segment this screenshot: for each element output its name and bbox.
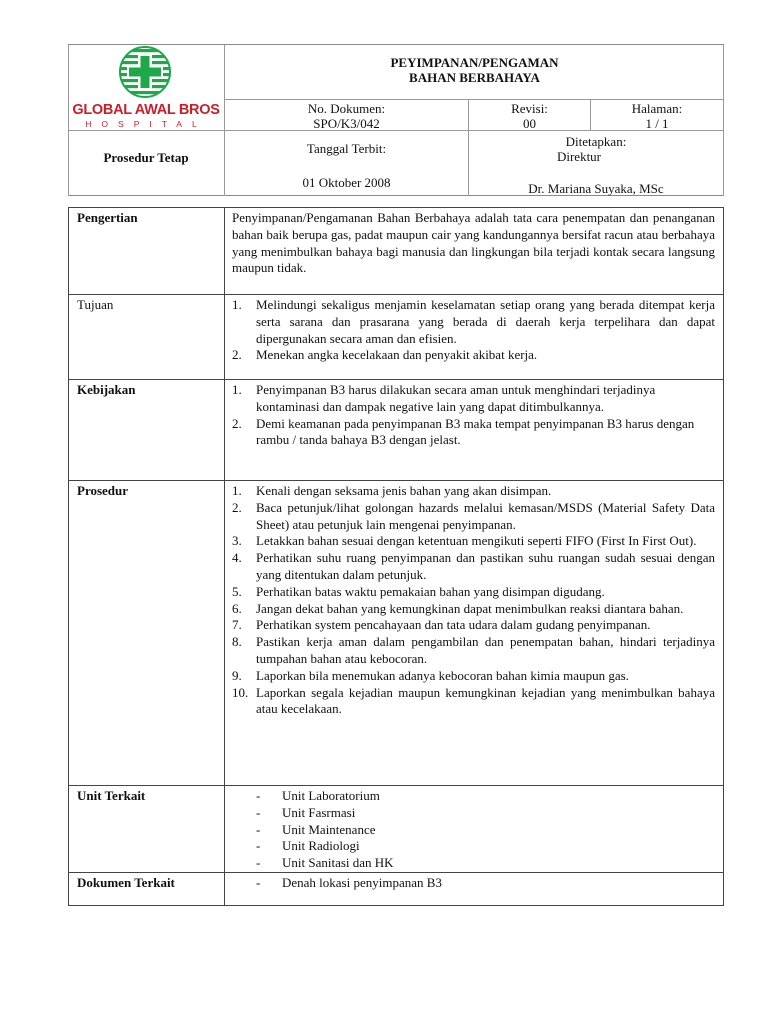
- dokumen-terkait-content: [225, 873, 723, 905]
- list-item: [232, 550, 715, 584]
- halaman-cell: [591, 101, 723, 131]
- list-item: [232, 297, 715, 347]
- item-text: Letakkan bahan sesuai dengan ketentuan mengikuti seperti FIFO (First In First Out).: [256, 533, 697, 549]
- item-number: 4.: [232, 550, 242, 566]
- list-item: [232, 822, 715, 839]
- item-number: 6.: [232, 600, 242, 616]
- list-item: [232, 533, 715, 550]
- list-item: [232, 855, 715, 872]
- ditetapkan-label: Ditetapkan:: [565, 134, 627, 149]
- dash-bullet: -: [256, 874, 261, 890]
- revisi-label: Revisi:: [511, 101, 548, 116]
- item-text: Baca petunjuk/lihat golongan hazards melalui kemasan/MSDS (Material Safety Data Sheet) atau petunjuk lain mengenai penyimpanan.: [256, 499, 715, 532]
- item-text: Demi keamanan pada penyimpanan B3 maka tempat penyimpanan B3 harus dengan rambu / tanda bahaya B3 dengan jelast.: [256, 415, 695, 448]
- item-number: 10.: [232, 684, 249, 700]
- list-item: [232, 875, 715, 892]
- title-line-2: BAHAN BERBAHAYA: [409, 70, 540, 85]
- kebijakan-label: Kebijakan: [69, 380, 225, 480]
- item-text: Denah lokasi penyimpanan B3: [282, 874, 442, 890]
- procedure-content-table: [68, 207, 724, 906]
- tujuan-content: [225, 295, 723, 379]
- item-text: Unit Fasrmasi: [282, 804, 356, 820]
- revisi-cell: [469, 101, 590, 131]
- green-globe-cross-icon: [116, 45, 174, 99]
- list-item: [232, 601, 715, 618]
- item-number: 7.: [232, 617, 242, 633]
- no-dokumen-label: No. Dokumen:: [307, 101, 386, 116]
- ditetapkan-role: Direktur: [556, 149, 602, 164]
- item-number: 2.: [232, 347, 242, 363]
- item-text: Unit Radiologi: [282, 838, 360, 854]
- item-number: 3.: [232, 533, 242, 549]
- prosedur-content: [225, 481, 723, 785]
- document-header: [68, 44, 724, 196]
- list-item: [232, 617, 715, 634]
- row-dokumen-terkait: [69, 872, 723, 905]
- tanggal-terbit-label: Tanggal Terbit:: [306, 141, 387, 156]
- dokumen-terkait-label: Dokumen Terkait: [69, 873, 225, 905]
- item-text: Unit Sanitasi dan HK: [282, 855, 394, 871]
- document-title: [225, 55, 724, 85]
- tanggal-terbit-value: 01 Oktober 2008: [302, 175, 391, 190]
- list-item: [232, 805, 715, 822]
- item-text: Laporkan bila menemukan adanya kebocoran bahan kimia maupun gas.: [256, 667, 629, 683]
- revisi-value: 00: [523, 116, 536, 131]
- procedure-type-label: Prosedur Tetap: [103, 150, 189, 165]
- tujuan-label: Tujuan: [69, 295, 225, 379]
- ditetapkan-name: Dr. Mariana Suyaka, MSc: [528, 181, 664, 196]
- list-item: [232, 500, 715, 534]
- no-dokumen-cell: [225, 101, 468, 131]
- list-item: [232, 416, 715, 450]
- list-item: [232, 685, 715, 719]
- title-line-1: PEYIMPANAN/PENGAMAN: [390, 55, 559, 70]
- list-item: [232, 838, 715, 855]
- unit-terkait-content: [225, 786, 723, 872]
- item-text: Menekan angka kecelakaan dan penyakit akibat kerja.: [256, 347, 538, 363]
- list-item: [232, 347, 715, 364]
- item-text: Jangan dekat bahan yang kemungkinan dapat menimbulkan reaksi diantara bahan.: [256, 600, 684, 616]
- item-number: 5.: [232, 583, 242, 599]
- item-number: 2.: [232, 415, 242, 431]
- row-pengertian: [69, 208, 723, 294]
- item-text: Unit Maintenance: [282, 821, 376, 837]
- row-kebijakan: [69, 379, 723, 480]
- hospital-logo: [68, 45, 224, 130]
- kebijakan-list: [232, 382, 715, 449]
- item-text: Melindungi sekaligus menjamin keselamatan setiap orang yang berada ditempat kerja serta sarana dan prasarana yang berada di daerah kerja terpelihara dan dapat dipergunakan secara aman dan efisien.: [256, 297, 715, 346]
- pengertian-label: Pengertian: [69, 208, 225, 294]
- item-text: Perhatikan batas waktu pemakaian bahan yang disimpan digudang.: [256, 583, 605, 599]
- item-text: Pastikan kerja aman dalam pengambilan dan penempatan bahan, hindari terjadinya tumpahan bahan atau kebocoran.: [256, 634, 715, 666]
- list-item: [232, 788, 715, 805]
- prosedur-list: [232, 483, 715, 718]
- item-number: 8.: [232, 634, 242, 650]
- halaman-label: Halaman:: [631, 101, 683, 116]
- dash-bullet: -: [256, 855, 261, 871]
- item-number: 1.: [232, 483, 242, 498]
- list-item: [232, 668, 715, 685]
- row-prosedur: [69, 480, 723, 785]
- pengertian-text: Penyimpanan/Pengamanan Bahan Berbahaya adalah tata cara penempatan dan penanganan bahan baik berupa gas, padat maupun cair yang kandungannya bersifat racun atau berbahaya yang menimbulkan bahaya bagi manusia dan lingkungan bila terjadi kontak secara langsung maupun tidak.: [232, 210, 715, 276]
- list-item: [232, 634, 715, 668]
- item-text: Perhatikan system pencahayaan dan tata udara dalam gudang penyimpanan.: [256, 617, 651, 633]
- dash-bullet: -: [256, 804, 261, 820]
- item-number: 9.: [232, 667, 242, 683]
- item-text: Laporkan segala kejadian maupun kemungkinan kejadian yang menimbulkan bahaya atau kecelakaan.: [256, 684, 715, 717]
- kebijakan-content: [225, 380, 723, 480]
- item-number: 1.: [232, 382, 242, 397]
- dash-bullet: -: [256, 821, 261, 837]
- row-unit-terkait: [69, 785, 723, 872]
- unit-terkait-list: [232, 788, 715, 872]
- unit-terkait-label: Unit Terkait: [69, 786, 225, 872]
- list-item: [232, 382, 715, 416]
- item-text: Unit Laboratorium: [282, 788, 380, 803]
- tujuan-list: [232, 297, 715, 364]
- logo-hospital-name: GLOBAL AWAL BROS: [72, 102, 220, 118]
- header-divider-title: [224, 99, 724, 100]
- dash-bullet: -: [256, 788, 261, 803]
- item-number: 1.: [232, 297, 242, 312]
- row-tujuan: [69, 294, 723, 379]
- dash-bullet: -: [256, 838, 261, 854]
- dokumen-terkait-list: [232, 875, 715, 892]
- list-item: [232, 483, 715, 500]
- prosedur-label: Prosedur: [69, 481, 225, 785]
- list-item: [232, 584, 715, 601]
- logo-hospital-subtitle: HOSPITAL: [85, 119, 207, 129]
- item-text: Perhatikan suhu ruang penyimpanan dan pastikan suhu ruangan sudah sesuai dengan yang ditentukan dalam petunjuk.: [256, 550, 715, 582]
- item-text: Penyimpanan B3 harus dilakukan secara aman untuk menghindari terjadinya kontaminasi dan dampak negative lain yang dapat ditimbulkannya.: [256, 382, 656, 414]
- no-dokumen-value: SPO/K3/042: [313, 116, 380, 131]
- item-number: 2.: [232, 499, 242, 515]
- item-text: Kenali dengan seksama jenis bahan yang akan disimpan.: [256, 483, 552, 498]
- halaman-value: 1 / 1: [645, 116, 669, 131]
